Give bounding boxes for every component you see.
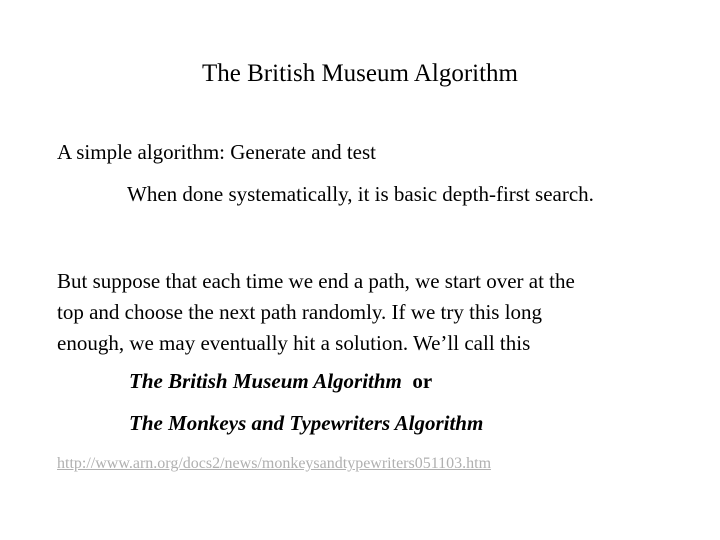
body-paragraph — [57, 266, 657, 359]
paragraph-line: But suppose that each time we end a path, we start over at the — [57, 269, 575, 293]
connector-text: or — [412, 369, 433, 393]
intro-text: A simple algorithm: Generate and test — [57, 140, 376, 164]
paragraph-line: top and choose the next path randomly. If we try this long — [57, 300, 543, 324]
slide-title: The British Museum Algorithm — [202, 60, 518, 87]
paragraph-line: enough, we may eventually hit a solution. We’ll call this — [57, 331, 531, 355]
algorithm-name-1: The British Museum Algorithm — [129, 369, 402, 393]
algorithm-name-line — [129, 368, 432, 395]
sub-point-text: When done systematically, it is basic depth-first search. — [127, 182, 594, 206]
algorithm-name-2: The Monkeys and Typewriters Algorithm — [129, 411, 484, 435]
reference-link[interactable]: http://www.arn.org/docs2/news/monkeysandtypewriters051103.htm — [57, 455, 492, 472]
